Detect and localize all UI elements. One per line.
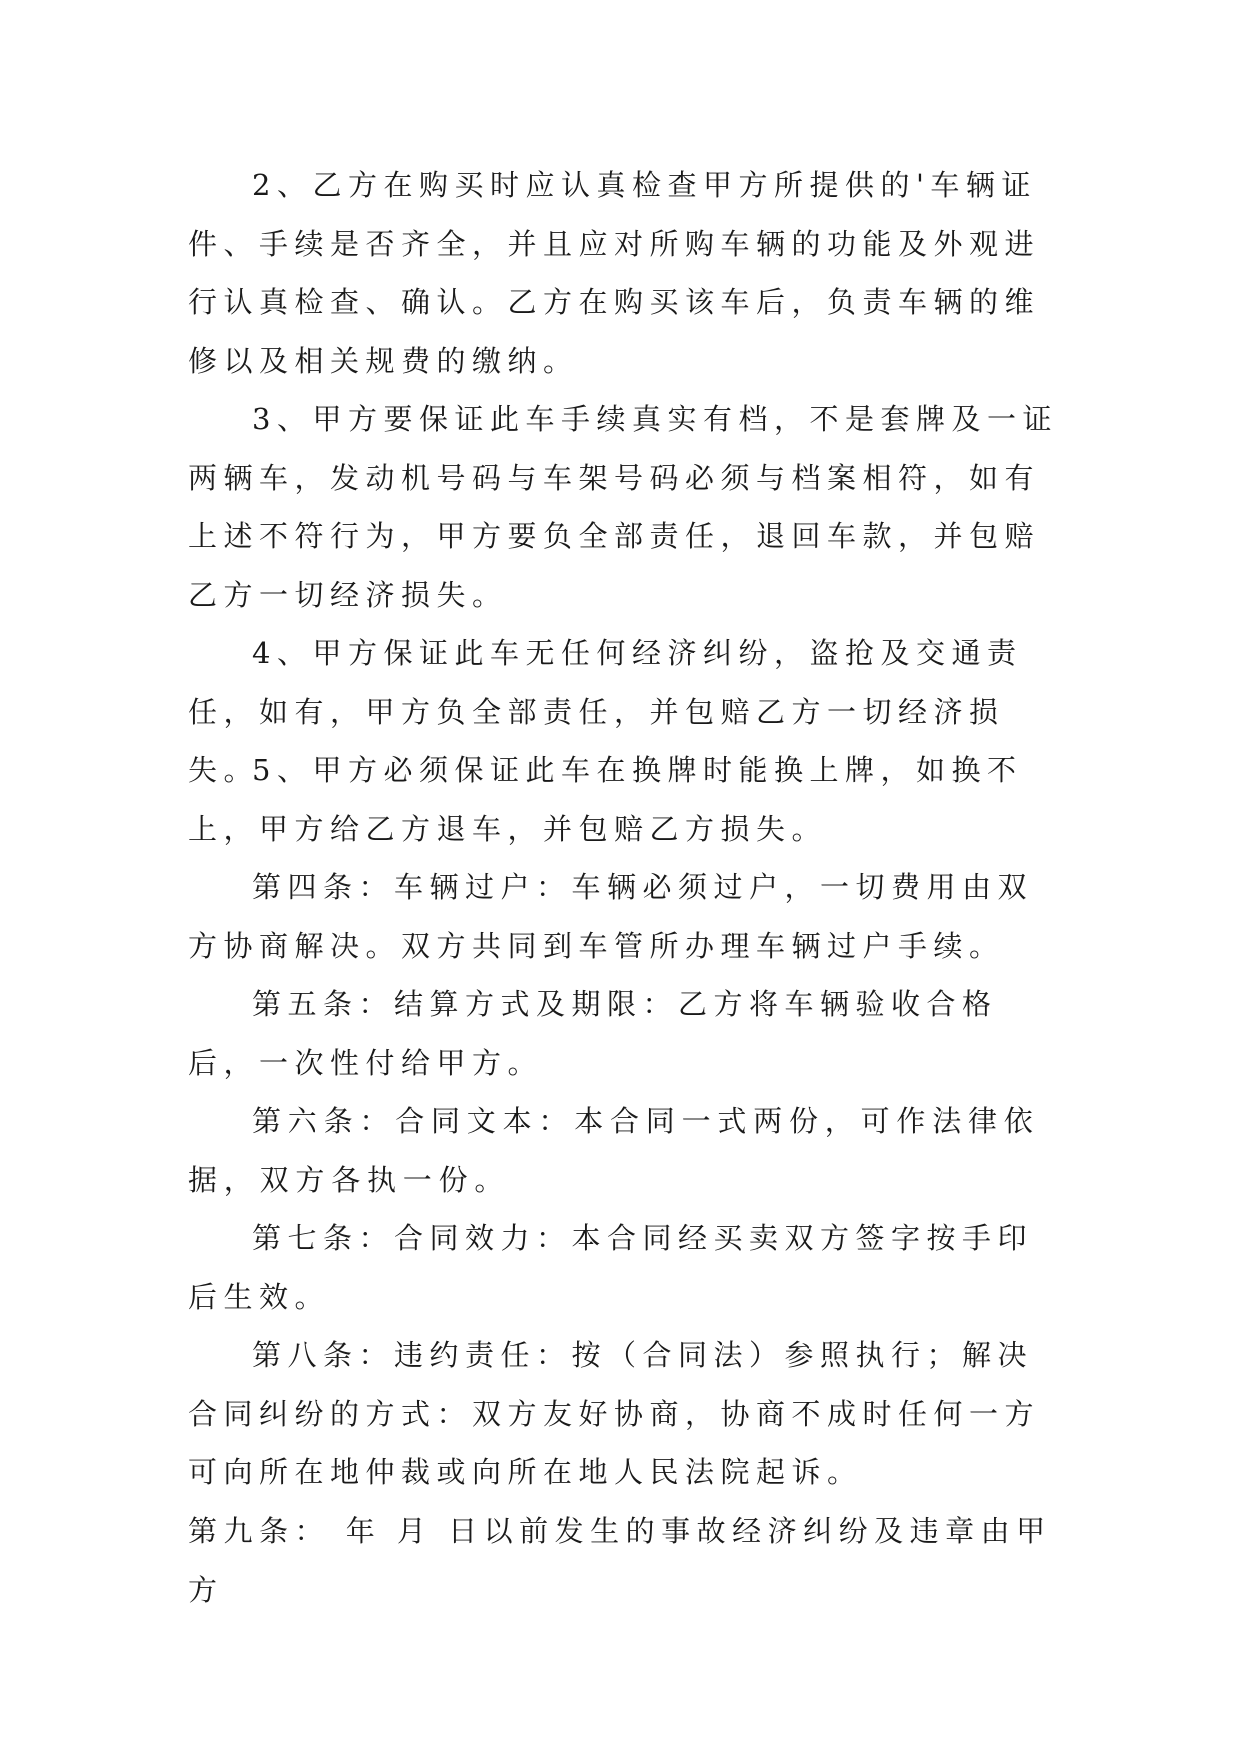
article-4-paragraph: 第四条：车辆过户：车辆必须过户，一切费用由双方协商解决。双方共同到车管所办理车辆过户手续。 [188,870,1034,963]
article-7-paragraph: 第七条：合同效力：本合同经买卖双方签字按手印后生效。 [188,1221,1034,1314]
article-8-paragraph: 第八条：违约责任：按（合同法）参照执行；解决合同纠纷的方式：双方友好协商，协商不成时任何一方可向所在地仲裁或向所在地人民法院起诉。 [188,1338,1041,1489]
article-6-paragraph: 第六条：合同文本：本合同一式两份，可作法律依据，双方各执一份。 [188,1104,1040,1197]
clause-2-paragraph: 2、乙方在购买时应认真检查甲方所提供的'车辆证件、手续是否齐全，并且应对所购车辆的功能及外观进行认真检查、确认。乙方在购买该车后，负责车辆的维修以及相关规费的缴纳。 [188,168,1041,378]
clause-5-paragraph: 5、甲方必须保证此车在换牌时能换上牌，如换不上，甲方给乙方退车，并包赔乙方损失。 [188,753,1023,846]
clause-4-paragraph: 4、甲方保证此车无任何经济纠纷，盗抢及交通责任，如有，甲方负全部责任，并包赔乙方一切经济损失。 [188,636,1023,787]
article-5-paragraph: 第五条：结算方式及期限：乙方将车辆验收合格后，一次性付给甲方。 [188,987,998,1080]
article-9-paragraph: 第九条： 年 月 日以前发生的事故经济纠纷及违章由甲方 [188,1514,1052,1607]
clause-3-paragraph: 3、甲方要保证此车手续真实有档，不是套牌及一证两辆车，发动机号码与车架号码必须与档案相符，如有上述不符行为，甲方要负全部责任，退回车款，并包赔乙方一切经济损失。 [188,402,1058,612]
